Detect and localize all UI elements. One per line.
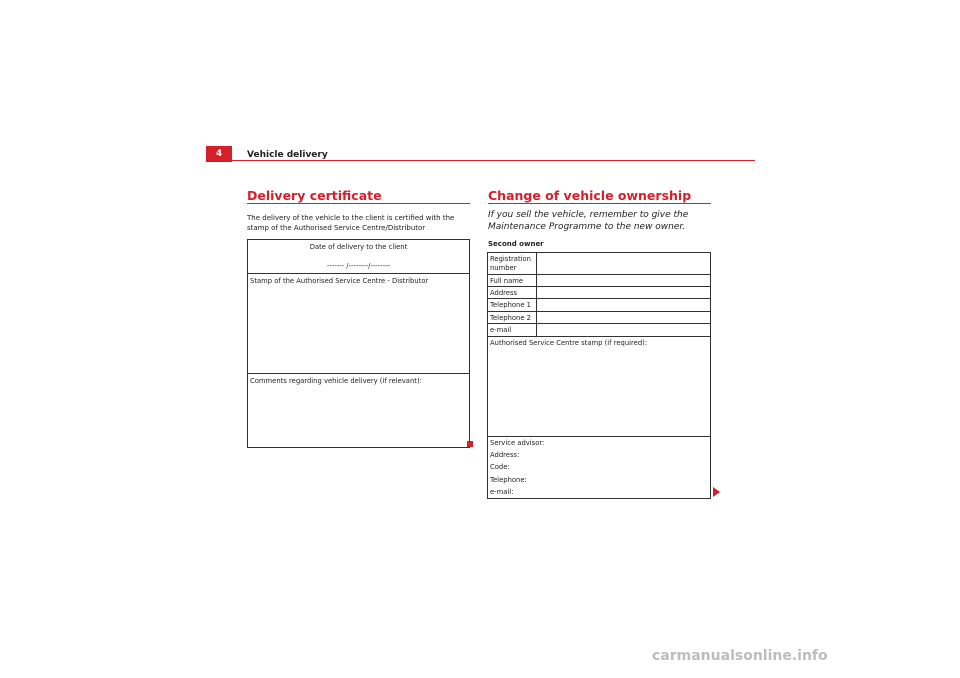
- delivery-stamp-label: Stamp of the Authorised Service Centre - Distributor: [250, 277, 429, 285]
- address-label: Address: [490, 289, 518, 297]
- delivery-divider-1: [247, 273, 470, 274]
- delivery-comments-label: Comments regarding vehicle delivery (if relevant):: [250, 377, 422, 385]
- delivery-date-label: Date of delivery to the client: [309, 243, 408, 251]
- chapter-title: Vehicle delivery: [247, 150, 328, 160]
- ownership-form: [487, 252, 711, 499]
- service-code-label: Code:: [490, 463, 510, 471]
- full-name-label: Full name: [490, 277, 524, 285]
- ownership-intro: If you sell the vehicle, remember to give the Maintenance Programme to the new owner.: [488, 210, 689, 232]
- service-advisor-label: Service advisor:: [490, 439, 545, 447]
- continue-arrow-icon: [713, 487, 720, 497]
- watermark: carmanualsonline.info: [652, 648, 828, 664]
- telephone-2-label: Telephone 2: [490, 314, 532, 322]
- row-divider: [487, 298, 711, 299]
- delivery-certificate-title: Delivery certificate: [247, 188, 382, 203]
- telephone-1-label: Telephone 1: [490, 301, 532, 309]
- row-divider: [487, 436, 711, 437]
- row-divider: [487, 323, 711, 324]
- registration-number-label: Registration number: [490, 255, 531, 272]
- second-owner-heading: Second owner: [488, 240, 544, 248]
- service-telephone-label: Telephone:: [490, 476, 527, 484]
- email-label: e-mail: [490, 326, 512, 334]
- row-divider: [487, 274, 711, 275]
- service-address-label: Address:: [490, 451, 520, 459]
- ownership-stamp-label: Authorised Service Centre stamp (if required):: [490, 339, 648, 347]
- delivery-divider-2: [247, 373, 470, 374]
- row-divider: [487, 311, 711, 312]
- delivery-title-rule: [247, 203, 470, 204]
- page-number: 4: [206, 146, 232, 162]
- row-divider: [487, 286, 711, 287]
- service-email-label: e-mail:: [490, 488, 514, 496]
- row-divider: [487, 336, 711, 337]
- section-end-marker: [467, 441, 473, 447]
- ownership-title-rule: [488, 203, 711, 204]
- delivery-date-placeholder[interactable]: ------- /--------/--------: [326, 262, 391, 270]
- header-rule: [232, 160, 755, 161]
- change-ownership-title: Change of vehicle ownership: [488, 188, 692, 203]
- delivery-intro: The delivery of the vehicle to the client is certified with the stamp of the Authorised Service Centre/Distributor: [247, 214, 455, 232]
